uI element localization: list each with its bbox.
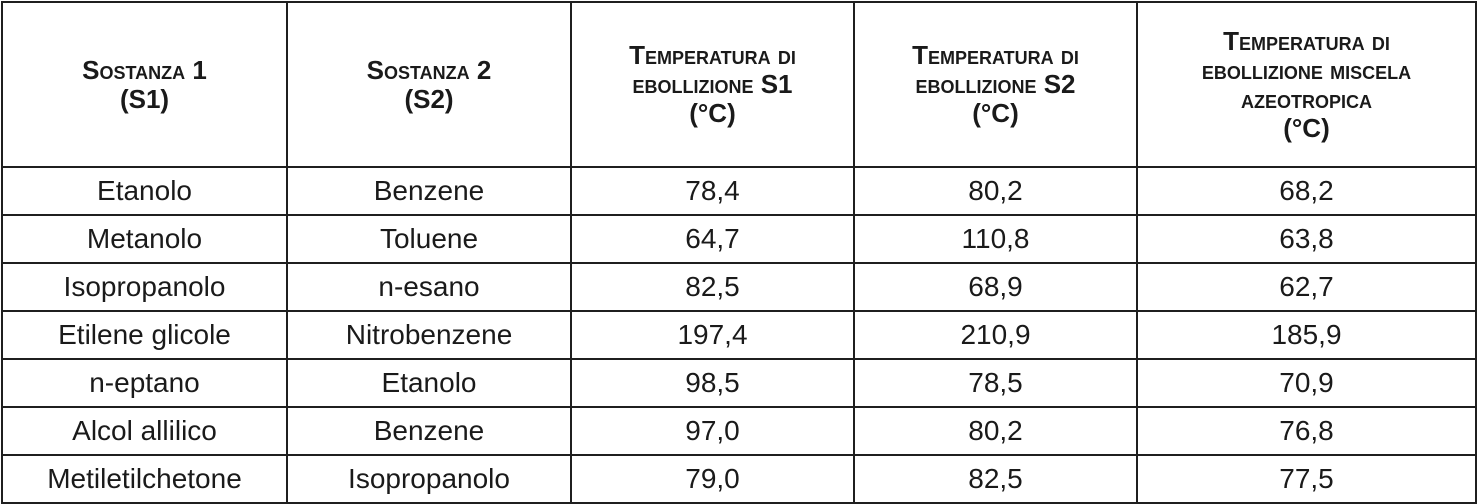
header-text: azeotropica xyxy=(1240,83,1372,114)
header-row xyxy=(2,2,1476,167)
header-text: ebollizione miscela xyxy=(1201,54,1412,85)
cell-boiling-s1: 79,0 xyxy=(571,455,854,503)
table-row xyxy=(2,455,1476,503)
table-row xyxy=(2,263,1476,311)
header-text: Sostanza 1 xyxy=(82,54,207,85)
cell-substance-1: Isopropanolo xyxy=(2,263,287,311)
header-substance-1 xyxy=(2,2,287,167)
cell-boiling-s2: 110,8 xyxy=(854,215,1137,263)
cell-substance-1: Alcol allilico xyxy=(2,407,287,455)
cell-boiling-azeotrope: 63,8 xyxy=(1137,215,1476,263)
header-text: Temperatura di xyxy=(629,40,796,70)
cell-boiling-s1: 82,5 xyxy=(571,263,854,311)
cell-substance-1: Etanolo xyxy=(2,167,287,215)
cell-substance-2: Nitrobenzene xyxy=(287,311,571,359)
cell-boiling-s2: 210,9 xyxy=(854,311,1137,359)
table-row xyxy=(2,215,1476,263)
cell-boiling-azeotrope: 76,8 xyxy=(1137,407,1476,455)
cell-boiling-s2: 68,9 xyxy=(854,263,1137,311)
cell-substance-2: Toluene xyxy=(287,215,571,263)
header-text: (S1) xyxy=(119,83,170,114)
header-text: Temperatura di xyxy=(912,40,1079,70)
header-boiling-temp-s1 xyxy=(571,2,854,167)
header-text: (°C) xyxy=(1283,112,1330,143)
cell-boiling-azeotrope: 185,9 xyxy=(1137,311,1476,359)
header-boiling-temp-azeotrope xyxy=(1137,2,1476,167)
header-text: (°C) xyxy=(689,98,736,128)
header-boiling-temp-s2 xyxy=(854,2,1137,167)
header-text: Sostanza 2 xyxy=(366,54,492,85)
cell-boiling-s1: 98,5 xyxy=(571,359,854,407)
cell-boiling-s2: 80,2 xyxy=(854,407,1137,455)
cell-boiling-azeotrope: 77,5 xyxy=(1137,455,1476,503)
header-text: (S2) xyxy=(404,83,454,114)
table-row xyxy=(2,407,1476,455)
cell-boiling-s1: 197,4 xyxy=(571,311,854,359)
azeotrope-table xyxy=(1,1,1477,504)
cell-substance-1: Metiletilchetone xyxy=(2,455,287,503)
cell-substance-1: Etilene glicole xyxy=(2,311,287,359)
cell-boiling-azeotrope: 68,2 xyxy=(1137,167,1476,215)
header-substance-2 xyxy=(287,2,571,167)
header-text: ebollizione S1 xyxy=(632,69,793,99)
cell-boiling-s2: 80,2 xyxy=(854,167,1137,215)
cell-boiling-s1: 78,4 xyxy=(571,167,854,215)
cell-boiling-s1: 97,0 xyxy=(571,407,854,455)
header-text: Temperatura di xyxy=(1223,25,1390,56)
cell-substance-1: Metanolo xyxy=(2,215,287,263)
table-row xyxy=(2,359,1476,407)
cell-boiling-s2: 82,5 xyxy=(854,455,1137,503)
cell-substance-2: Benzene xyxy=(287,407,571,455)
cell-substance-2: n-esano xyxy=(287,263,571,311)
header-text: (°C) xyxy=(972,98,1019,128)
cell-boiling-s1: 64,7 xyxy=(571,215,854,263)
cell-substance-2: Isopropanolo xyxy=(287,455,571,503)
table-row xyxy=(2,311,1476,359)
header-text: ebollizione S2 xyxy=(915,69,1076,99)
cell-boiling-azeotrope: 62,7 xyxy=(1137,263,1476,311)
cell-substance-2: Etanolo xyxy=(287,359,571,407)
cell-boiling-s2: 78,5 xyxy=(854,359,1137,407)
cell-boiling-azeotrope: 70,9 xyxy=(1137,359,1476,407)
table-row xyxy=(2,167,1476,215)
cell-substance-1: n-eptano xyxy=(2,359,287,407)
cell-substance-2: Benzene xyxy=(287,167,571,215)
